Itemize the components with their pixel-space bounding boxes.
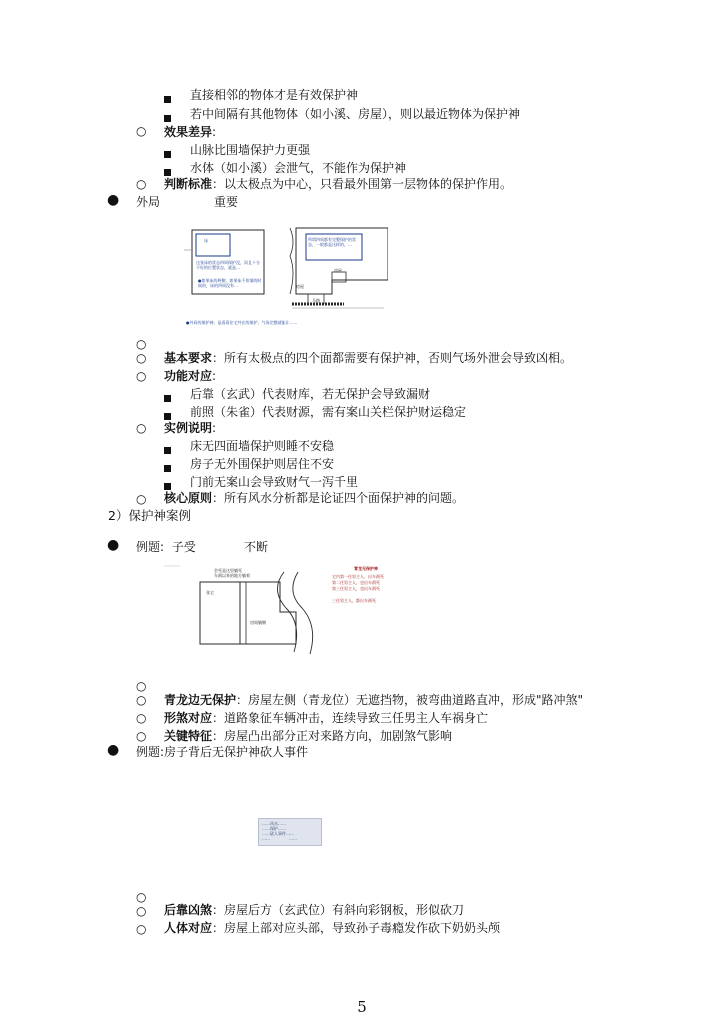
bullet-circle: ○ [136, 890, 147, 904]
bullet-square [164, 96, 171, 103]
bullet-square [164, 447, 171, 454]
fig2-red-title: 青龙无保护神 [354, 566, 378, 571]
list-item: 若中间隔有其他物体（如小溪、房屋），则以最近物体为保护神 [190, 107, 521, 121]
fig1-right-label1: 房屋 [334, 268, 342, 273]
list-item: 关键特征：房屋凸出部分正对来路方向，加剧煞气影响 [164, 729, 453, 743]
fig2-title: 会死是这里躺死 车祸以来的地方躺着 [214, 568, 250, 578]
list-item: 床无四面墙保护则睡不安稳 [190, 439, 335, 453]
list-item: 后靠凶煞：房屋后方（玄武位）有斜向彩钢板，形似砍刀 [164, 903, 465, 917]
list-item: 门前无案山会导致财气一泻千里 [190, 475, 359, 489]
bullet-circle: ○ [136, 369, 147, 383]
list-item: 直接相邻的物体才是有效保护神 [190, 88, 359, 102]
fig2-red-line: 宅内第一任男主人，出车祸死 [332, 574, 384, 579]
case-title: 例题: 子受 [136, 540, 196, 554]
fig1-right-desc: 所谓四周都有完整保护的状态，一般都是这样的，… [308, 237, 356, 247]
fig3-line: ……保护…… [262, 826, 286, 831]
figure-outer-layout [184, 222, 388, 330]
bullet-dot: ● [107, 537, 120, 553]
bullet-circle: ○ [136, 904, 147, 918]
bullet-circle: ○ [136, 492, 147, 506]
section-title: 2）保护神案例 [108, 508, 191, 523]
bullet-circle: ○ [136, 711, 147, 725]
list-item: 形煞对应：道路象征车辆冲击，连续导致三任男主人车祸身亡 [164, 711, 489, 725]
list-item-heading: 效果差异: [164, 125, 217, 139]
list-item-heading: 实例说明: [164, 421, 217, 435]
case-note: 不断 [244, 540, 269, 554]
bullet-circle: ○ [136, 729, 147, 743]
fig1-left-top: 床 [204, 238, 208, 243]
figure-case2-thumbnail [258, 818, 322, 846]
bullet-circle: ○ [136, 922, 147, 936]
bullet-circle: ○ [136, 679, 147, 693]
fig3-line: ……砍人事件…… [262, 831, 294, 836]
bullet-square [164, 151, 171, 158]
bullet-dot: ● [107, 742, 120, 758]
section-note: 重要 [214, 195, 239, 209]
list-item: 人体对应：房屋上部对应头部，导致孙子毒瘾发作砍下奶奶头颅 [164, 921, 501, 935]
fig1-left-desc: 这张床的状态四周保护没，而且十分不好的位置状态，就是… [196, 260, 260, 270]
list-item: 山脉比围墙保护力更强 [190, 143, 311, 157]
bullet-dot: ● [107, 192, 120, 208]
bullet-circle: ○ [136, 177, 147, 191]
fig3-line: ……风水…… [262, 821, 286, 826]
fig1-left-notes: ●如果床的两侧，如果床不挨墙的时候的，床的四周没有… [198, 278, 262, 288]
list-item: 房子无外围保护则居住不安 [190, 457, 335, 471]
bullet-square [164, 115, 171, 122]
fig1-right-label2: 房屋 [296, 284, 304, 289]
list-item: 青龙边无保护：房屋左侧（青龙位）无遮挡物，被弯曲道路直冲，形成"路冲煞" [164, 693, 584, 707]
list-item: 基本要求：所有太极点的四个面都需要有保护神，否则气场外泄会导致凶相。 [164, 351, 573, 365]
fig2-red-line: 第二任男主人，也出车祸死 [332, 580, 380, 585]
list-item-heading: 功能对应: [164, 369, 217, 383]
bullet-circle: ○ [136, 124, 147, 138]
list-item: 后靠（玄武）代表财库，若无保护会导致漏财 [190, 387, 431, 401]
section-heading: 外局 [136, 195, 161, 209]
list-item: 判断标准：以太极点为中心，只看最外围第一层物体的保护作用。 [164, 177, 513, 191]
bullet-circle: ○ [136, 337, 147, 351]
bullet-circle: ○ [136, 693, 147, 707]
bullet-square [164, 465, 171, 472]
fig2-left-label: 张宅 [206, 590, 214, 595]
bullet-circle: ○ [136, 421, 147, 435]
bullet-circle: ○ [136, 351, 147, 365]
bullet-square [164, 395, 171, 402]
case-title: 例题:房子背后无保护神砍人事件 [136, 745, 309, 759]
fig2-red-line: 第三任男主人，也出车祸死 [332, 586, 380, 591]
page-number: 5 [357, 998, 367, 1016]
list-item: 前照（朱雀）代表财源，需有案山关栏保护财运稳定 [190, 405, 467, 419]
fig3-line: …… [289, 836, 297, 841]
list-item: 核心原则：所有风水分析都是论证四个面保护神的问题。 [164, 491, 465, 505]
list-item: 水体（如小溪）会泄气，不能作为保护神 [190, 161, 407, 175]
fig2-inner-label: 房间躺侧 [250, 620, 266, 625]
fig1-right-label3: 马路 [312, 298, 320, 303]
fig3-line: …… [262, 836, 270, 841]
fig2-red-line: 三任男主人，都出车祸死 [332, 598, 376, 603]
figure-case1-diagram [162, 562, 412, 658]
fig1-bottom-note: ●外局的保护神，是看看住宅外在的保护，气场完整就能让…… [186, 320, 298, 325]
